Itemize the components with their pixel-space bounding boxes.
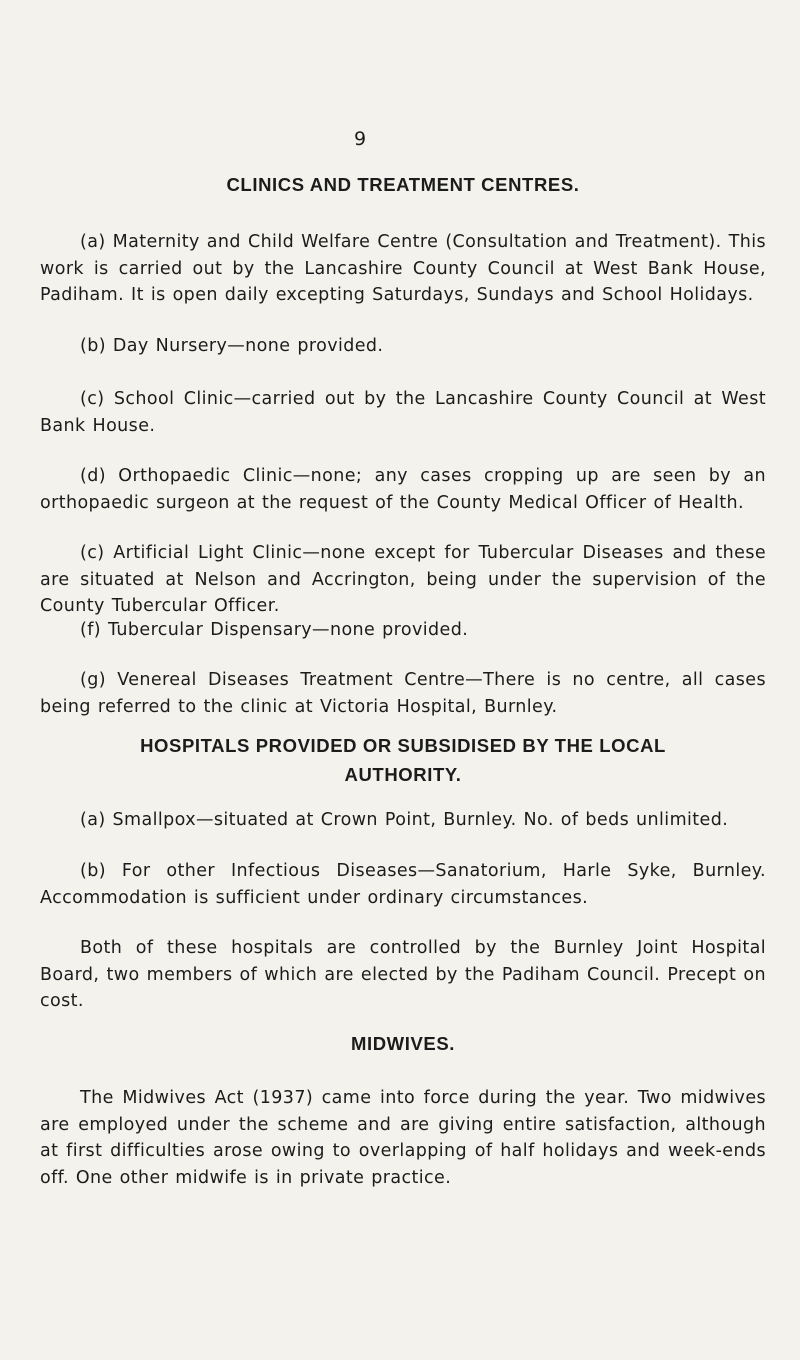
clinic-tubercular-paragraph: (f) Tubercular Dispensary—none provided.	[80, 620, 469, 640]
hospital-smallpox-paragraph: (a) Smallpox—situated at Crown Point, Burnley. No. of beds unlimited.	[80, 810, 729, 830]
clinics-heading: CLINICS AND TREATMENT CENTRES.	[226, 174, 580, 195]
hospital-infectious-paragraph: (b) For other Infectious Diseases—Sanatorium, Harle Syke, Burnley. Accommodation is sufficient under ordinary circumstances.	[40, 861, 766, 908]
page-number: 9	[353, 128, 367, 150]
clinic-venereal-paragraph: (g) Venereal Diseases Treatment Centre—There is no centre, all cases being referred to the clinic at Victoria Hospital, Burnley.	[40, 670, 766, 717]
clinic-day-nursery-paragraph: (b) Day Nursery—none provided.	[80, 336, 384, 356]
midwives-heading: MIDWIVES.	[350, 1033, 456, 1054]
clinic-artificial-light-paragraph: (c) Artificial Light Clinic—none except for Tubercular Diseases and these are situated at Nelson and Accrington, being under the supervision of the County Tubercular Officer.	[40, 543, 766, 616]
hospital-board-paragraph: Both of these hospitals are controlled by the Burnley Joint Hospital Board, two members of which are elected by the Padiham Council. Precept on cost.	[40, 938, 766, 1011]
midwives-paragraph: The Midwives Act (1937) came into force during the year. Two midwives are employed under the scheme and are giving entire satisfaction, although at first difficulties arose owing to overlapping of half holidays and week-ends off. One other midwife is in private practice.	[40, 1088, 766, 1188]
hospitals-heading-line1: HOSPITALS PROVIDED OR SUBSIDISED BY THE LOCAL	[140, 735, 666, 756]
hospitals-heading	[40, 731, 766, 789]
clinic-school-paragraph: (c) School Clinic—carried out by the Lancashire County Council at West Bank House.	[40, 389, 766, 436]
hospitals-heading-line2: AUTHORITY.	[344, 764, 462, 785]
clinic-maternity-paragraph: (a) Maternity and Child Welfare Centre (Consultation and Treatment). This work is carried out by the Lancashire County Council at West Bank House, Padiham. It is open daily excepting Saturdays, Sundays and School Holidays.	[40, 232, 766, 305]
clinic-orthopaedic-paragraph: (d) Orthopaedic Clinic—none; any cases cropping up are seen by an orthopaedic surgeon at the request of the County Medical Officer of Health.	[40, 466, 766, 513]
